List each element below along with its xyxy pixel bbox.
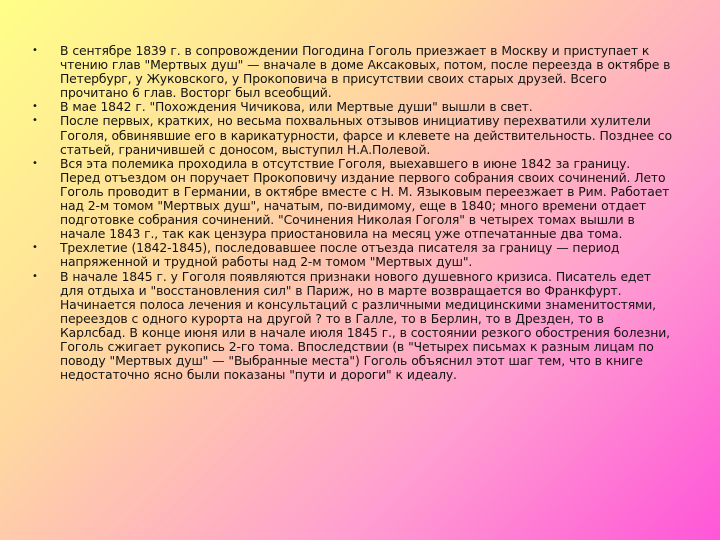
list-item <box>32 100 672 114</box>
list-item <box>32 44 672 100</box>
list-item <box>32 241 672 269</box>
list-item <box>32 114 672 156</box>
bullet-icon: • <box>32 157 38 169</box>
list-item-text: В мае 1842 г. "Похождения Чичикова, или Мертвые души" вышли в свет. <box>60 99 533 115</box>
list-item-text: Вся эта полемика проходила в отсутствие Гоголя, выехавшего в июне 1842 за границу. Перед отъездом он поручает Прокоповичу издание первого собрания своих сочинений. Лето Гоголь проводит в Германии, в октябре вместе с Н. М. Языковым переезжает в Рим. Работает над 2-м томом "Мертвых душ", начатым, по-видимому, еще в 1840; много времени отдает подготовке собрания сочинений. "Сочинения Николая Гоголя" в четырех томах вышли в начале 1843 г., так как цензура приостановила на месяц уже отпечатанные два тома. <box>60 155 670 242</box>
list-item-text: В начале 1845 г. у Гоголя появляются признаки нового душевного кризиса. Писатель едет для отдыха и "восстановления сил" в Париж, но в марте возвращается во Франкфурт. Начинается полоса лечения и консультаций с различными медицинскими знаменитостями, переездов с одного курорта на другой ? то в Галле, то в Берлин, то в Дрезден, то в Карлсбад. В конце июня или в начале июля 1845 г., в состоянии резкого обострения болезни, Гоголь сжигает рукопись 2-го тома. Впоследствии (в "Четырех письмах к разным лицам по поводу "Мертвых душ" — "Выбранные места") Гоголь объяснил этот шаг тем, что в книге недостаточно ясно были показаны "пути и дороги" к идеалу. <box>60 268 670 383</box>
bullet-icon: • <box>32 115 38 127</box>
list-item <box>32 157 672 242</box>
bullet-icon: • <box>32 101 38 113</box>
bullet-icon: • <box>32 242 38 254</box>
list-item-text: После первых, кратких, но весьма похвальных отзывов инициативу перехватили хулители Гоголя, обвинявшие его в карикатурности, фарсе и клевете на действительность. Позднее со статьей, граничившей с доносом, выступил Н.А.Полевой. <box>60 113 672 157</box>
list-item-text: Трехлетие (1842-1845), последовавшее после отъезда писателя за границу — период напряженной и трудной работы над 2-м томом "Мертвых душ". <box>60 240 620 270</box>
list-item-text: В сентябре 1839 г. в сопровождении Погодина Гоголь приезжает в Москву и приступает к чтению глав "Мертвых душ" — вначале в доме Аксаковых, потом, после переезда в октябре в Петербург, у Жуковского, у Прокоповича в присутствии своих старых друзей. Всего прочитано 6 глав. Восторг был всеобщий. <box>60 43 671 101</box>
bullet-icon: • <box>32 45 38 56</box>
bullet-list <box>32 44 672 382</box>
bullet-icon: • <box>32 270 38 282</box>
list-item <box>32 270 672 383</box>
